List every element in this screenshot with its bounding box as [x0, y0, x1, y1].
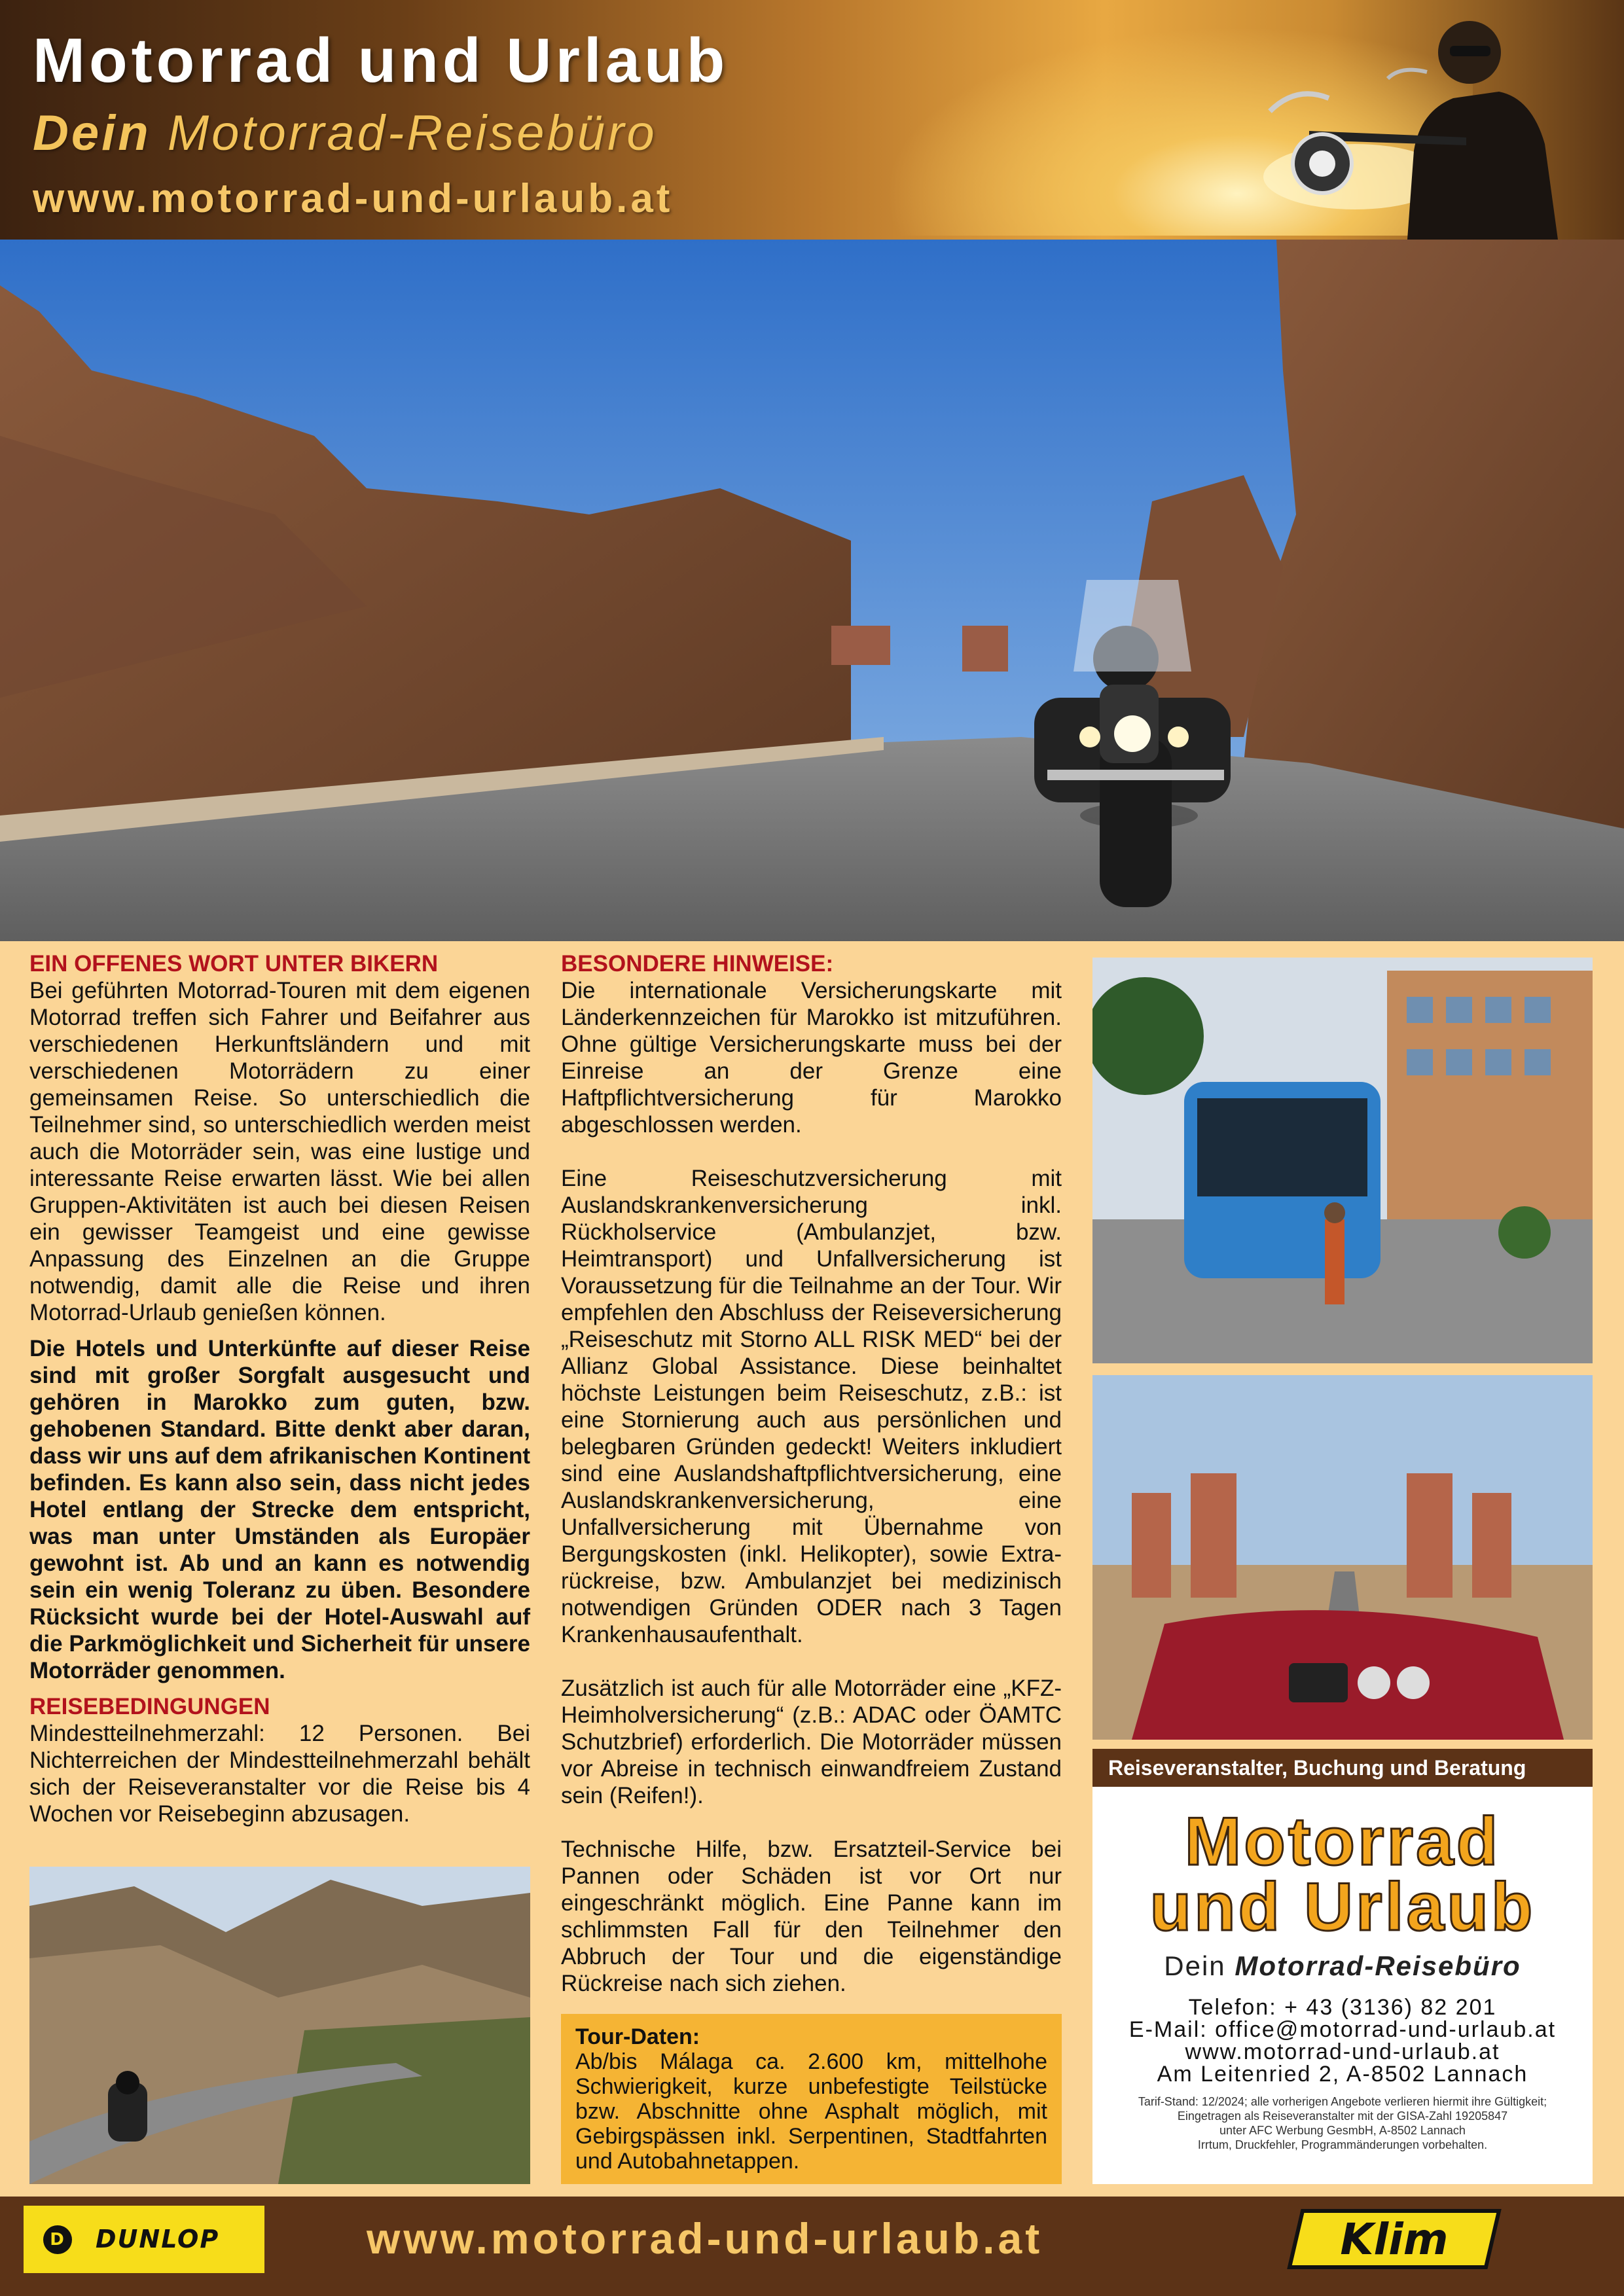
header-title: Motorrad und Urlaub — [33, 26, 729, 96]
text-reisebedingungen: Mindestteilnehmerzahl: 12 Personen. Bei Nichterreichen der Mindestteilnehmerzahl behält sich der Reiseveranstalter vor die Reise bis 4 Wochen vor Reisebeginn abzusagen. — [29, 1721, 530, 1827]
contact-fineprint-4: Irrtum, Druckfehler, Programmänderungen vorbehalten. — [1197, 2138, 1488, 2151]
contact-fineprint-2: Eingetragen als Reiseveranstalter mit der GISA-Zahl 19205847 — [1177, 2109, 1508, 2123]
text-technische-hilfe: Technische Hilfe, bzw. Ersatzteil-Service bei Pannen oder Schäden ist vor Ort nur eingeschränkt möglich. Eine Panne kann im schlimmsten Fall für den Teilnehmer den Abbruch der Tour und die eigenständige Rückreise nach sich ziehen. — [561, 1837, 1062, 1996]
photo-bus-hotel — [1092, 958, 1593, 1363]
contact-fineprint-3: unter AFC Werbung GesmbH, A-8502 Lannach — [1219, 2124, 1466, 2137]
contact-address: Am Leitenried 2, A-8502 Lannach — [1157, 2062, 1528, 2087]
header-url[interactable]: www.motorrad-und-urlaub.at — [33, 176, 674, 221]
tour-data-text: Ab/bis Málaga ca. 2.600 km, mittelhohe Schwierigkeit, kurze unbefestigte Teilstücke bzw. Abschnitte ohne Asphalt möglich, mit Gebirgspässen inkl. Serpentinen, Stadtfahrten und Autobahnetappen. — [575, 2049, 1047, 2174]
contact-phone[interactable]: Telefon: + 43 (3136) 82 201 — [1188, 1995, 1497, 2020]
text-versicherungskarte: Die internationale Versicherungskarte mit Länderkennzeichen für Marokko ist mitzuführen. Ohne gültige Versicherungskarte muss bei der Einreise an der Grenze eine Haftpflichtversicherung für Marokko abgeschlossen werden. — [561, 978, 1062, 1138]
text-hotels: Die Hotels und Unterkünfte auf dieser Reise sind mit großer Sorgfalt ausgesucht und gehören in Marokko zum guten, bzw. gehobenen Standard. Bitte denkt aber daran, dass wir uns auf dem afrikanischen Kontinent befinden. Es kann also sein, dass nicht jedes Hotel entlang der Strecke dem entspricht, was man unter Umständen als Europäer gewohnt ist. Ab und an kann es notwendig sein ein wenig Toleranz zu üben. Besondere Rücksicht wurde bei der Hotel-Auswahl auf die Parkmöglichkeit und Sicherheit für unsere Motorräder genommen. — [29, 1336, 530, 1683]
header-subtitle-bold: Dein — [33, 105, 151, 161]
klim-text: Klim — [1340, 2214, 1449, 2265]
contact-slogan — [1092, 1950, 1593, 1982]
heading-besondere-hinweise: BESONDERE HINWEISE: — [561, 951, 834, 977]
dunlop-logo — [24, 2206, 264, 2273]
dunlop-d-icon: D — [43, 2225, 72, 2254]
heading-offenes-wort: EIN OFFENES WORT UNTER BIKERN — [29, 951, 439, 977]
contact-header-bar: Reiseveranstalter, Buchung und Beratung — [1092, 1749, 1593, 1787]
contact-web[interactable]: www.motorrad-und-urlaub.at — [1185, 2039, 1500, 2064]
contact-logo-line1: Motorrad — [1184, 1804, 1501, 1880]
text-heimholversicherung: Zusätzlich ist auch für alle Motorräder eine „KFZ-Heimholversicherung“ (z.B.: ADAC oder ÖAMTC Schutzbrief) erforderlich. Die Motorräder müssen vor Abreise in technisch einwandfreiem Zustand sein (Reifen!). — [561, 1676, 1062, 1808]
header-rider-image — [1191, 0, 1558, 240]
dunlop-text: DUNLOP — [96, 2225, 220, 2253]
text-offenes-wort: Bei geführten Motorrad-Touren mit dem eigenen Motorrad treffen sich Fahrer und Beifahrer aus verschiedenen Herkunftsländern und mit verschiedenen Motorrädern zu einer gemeinsamen Reise. So unterschiedlich die Teilnehmer sind, so unterschiedlich werden meist auch die Motorräder sein, was eine lustige und interessante Reise erwarten lässt. Wie bei allen Gruppen-Aktivitäten ist auch bei diesen Reisen ein gewisser Teamgeist und eine gewisse Anpassung des Einzelnen an die Gruppe notwendig, damit alle die Reise und ihren Motorrad-Urlaub genießen können. — [29, 978, 530, 1325]
tour-data-heading: Tour-Daten: — [575, 2024, 700, 2049]
contact-slogan-b: Motorrad-Reisebüro — [1235, 1950, 1521, 1981]
header-subtitle — [33, 105, 657, 162]
photo-mountain-road — [29, 1867, 530, 2184]
contact-email[interactable]: E-Mail: office@motorrad-und-urlaub.at — [1128, 2017, 1557, 2042]
header-banner — [0, 0, 1624, 240]
hero-photo-moroccan-gorge — [0, 240, 1624, 941]
text-reiseschutz: Eine Reiseschutzversicherung mit Auslandskrankenversicherung inkl. Rückholservice (Ambulanzjet, bzw. Heimtransport) und Unfallversicherung ist Voraussetzung für die Teilnahme an der Tour. Wir empfehlen den Abschluss der Reiseversicherung „Reiseschutz mit Storno ALL RISK MED“ bei der Allianz Global Assistance. Diese beinhaltet höchste Leistungen beim Reiseschutz, z.B.: ist eine Stornierung auch aus persönlichen und belegbaren Gründen gedeckt! Weiters inkludiert sind eine Auslandshaftpflichtversicherung, eine Auslandskrankenversicherung, eine Unfallversicherung mit Übernahme von Bergungskosten (inkl. Helikopter), sowie Extra-rückreise, bzw. Ambulanzjet bei medizinisch notwendigen Gründen ODER nach 3 Tagen Krankenhausaufenthalt. — [561, 1166, 1062, 1647]
klim-logo — [1283, 2206, 1506, 2272]
heading-reisebedingungen: REISEBEDINGUNGEN — [29, 1694, 270, 1719]
column-left — [29, 950, 530, 1827]
column-middle — [561, 950, 1062, 1997]
tour-data-box — [561, 2014, 1062, 2184]
contact-fineprint-1: Tarif-Stand: 12/2024; alle vorherigen Angebote verlieren hiermit ihre Gültigkeit; — [1138, 2095, 1547, 2108]
photo-desert-gate — [1092, 1375, 1593, 1740]
footer-url[interactable]: www.motorrad-und-urlaub.at — [367, 2214, 1043, 2263]
contact-logo-line2: und Urlaub — [1149, 1869, 1536, 1945]
header-subtitle-rest: Motorrad-Reisebüro — [167, 105, 657, 161]
contact-slogan-a: Dein — [1164, 1950, 1226, 1981]
contact-box — [1092, 1787, 1593, 2184]
